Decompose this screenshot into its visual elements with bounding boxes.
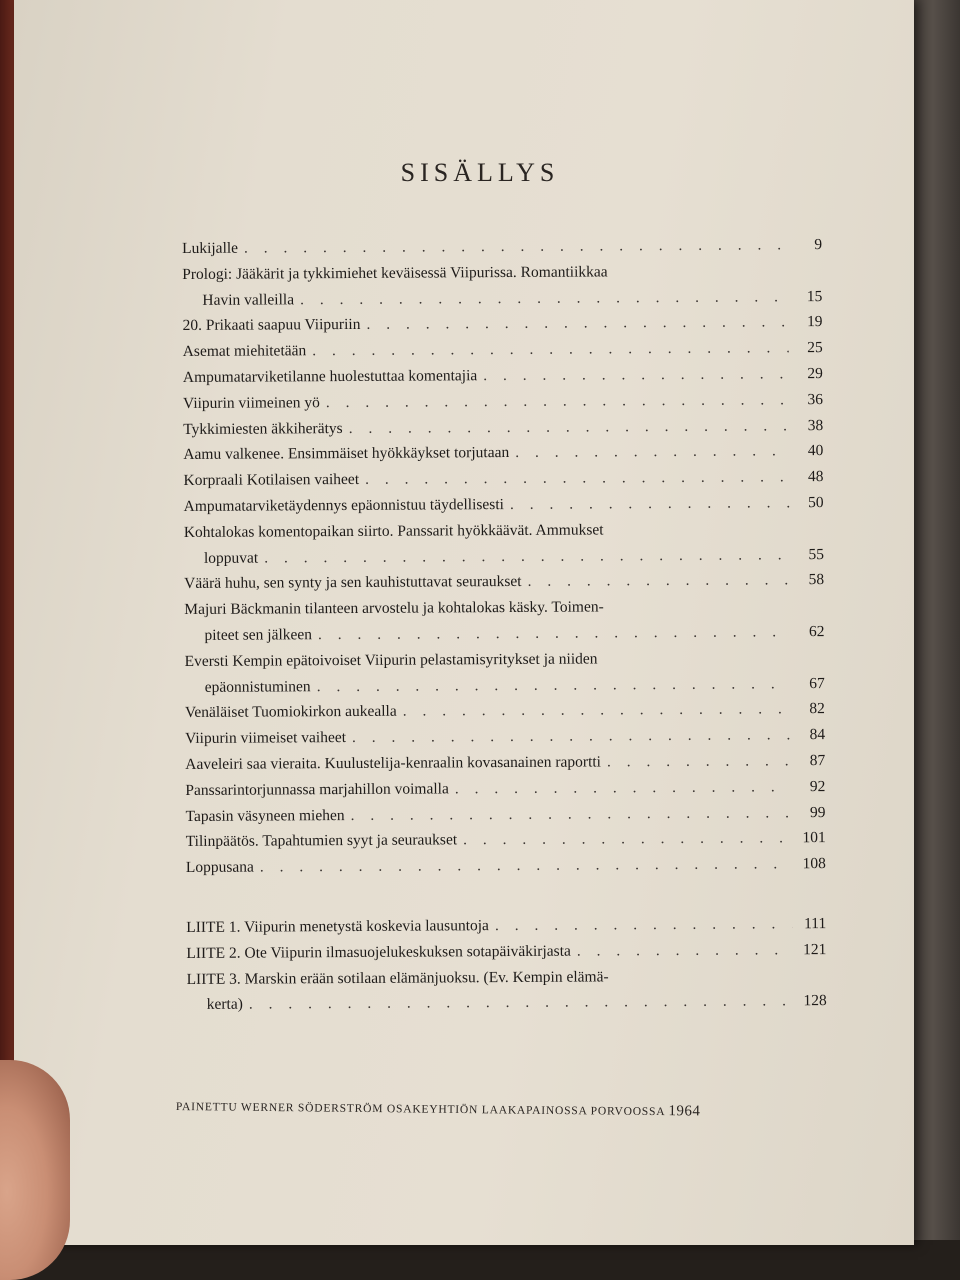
dot-leader <box>607 748 791 775</box>
appendix-entry <box>186 963 826 1019</box>
toc-entry <box>185 645 825 701</box>
dot-leader <box>249 989 793 1018</box>
dot-leader <box>317 671 791 700</box>
entry-title: Asemat miehitetään <box>182 342 307 361</box>
dot-leader <box>403 697 791 725</box>
dot-leader <box>510 490 790 518</box>
toc-line <box>182 232 822 262</box>
page-number: 121 <box>803 940 827 958</box>
appendix-entry <box>186 937 826 967</box>
toc-line <box>185 748 825 778</box>
dot-leader <box>483 361 789 389</box>
toc-entry <box>185 722 825 752</box>
page-number: 62 <box>808 623 825 641</box>
appendix-entry <box>186 911 826 941</box>
page-number: 108 <box>802 855 826 873</box>
toc-line <box>184 542 824 572</box>
page-number: 84 <box>809 726 826 744</box>
dot-leader <box>455 774 792 802</box>
toc-entry <box>182 232 822 262</box>
page-number: 25 <box>807 339 823 357</box>
colophon-text: PAINETTU WERNER SÖDERSTRÖM OSAKEYHTIÖN LAAKAPAINOSSA PORVOOSSA <box>175 1100 665 1119</box>
dot-leader <box>495 911 792 939</box>
dot-leader <box>463 826 792 854</box>
toc-line <box>185 800 825 830</box>
entry-title: Kohtalokas komentopaikan siirto. Panssarit hyökkäävät. Ammukset <box>183 521 604 541</box>
toc-line <box>184 490 824 520</box>
entry-title: Majuri Bäckmanin tilanteen arvostelu ja kohtalokas käsky. Toimen- <box>184 598 604 619</box>
toc-line <box>186 963 826 993</box>
toc-line <box>184 593 824 623</box>
toc-line <box>182 309 822 339</box>
toc-entry <box>184 516 824 572</box>
page-number: 99 <box>809 803 826 821</box>
entry-title: Tilinpäätös. Tapahtumien syyt ja seuraukset <box>185 831 458 851</box>
entry-title: LIITE 3. Marskin erään sotilaan elämänjuoksu. (Ev. Kempin elämä- <box>186 967 609 988</box>
toc-entry <box>185 748 825 778</box>
entry-title: kerta) <box>206 995 243 1014</box>
toc-entry <box>183 413 823 443</box>
entry-title: Lukijalle <box>182 239 239 257</box>
toc-entry <box>185 774 825 804</box>
entry-title: Viipurin viimeiset vaiheet <box>185 729 347 748</box>
dot-leader <box>244 232 788 261</box>
page-number: 92 <box>809 777 826 795</box>
toc-entry <box>184 593 824 649</box>
toc-entry <box>186 825 826 855</box>
entry-title: piteet sen jälkeen <box>204 626 313 644</box>
toc-line <box>184 619 824 649</box>
page-number: 38 <box>807 416 824 434</box>
page-number: 50 <box>808 494 824 512</box>
entry-title: Panssarintorjunnassa marjahillon voimalla <box>185 780 449 799</box>
dot-leader <box>577 937 793 964</box>
entry-title: Aaveleiri saa vieraita. Kuulustelija-kenraalin kovasanainen raportti <box>185 753 602 773</box>
toc-entry <box>183 335 823 365</box>
toc-line <box>186 851 826 881</box>
toc-entry <box>183 361 823 391</box>
entry-title: Eversti Kempin epätoivoiset Viipurin pelastamisyritykset ja niiden <box>184 650 598 670</box>
toc-line <box>183 335 823 365</box>
toc-entry <box>182 309 822 339</box>
page-number: 48 <box>807 468 824 486</box>
page-number: 55 <box>808 545 825 563</box>
toc-line <box>183 413 823 443</box>
entry-title: Tykkimiesten äkkiherätys <box>183 419 343 438</box>
toc-line <box>186 825 826 855</box>
dot-leader <box>349 413 790 441</box>
toc-entry <box>183 464 823 494</box>
entry-title: Havin valleilla <box>202 290 295 309</box>
entry-title: loppuvat <box>203 549 259 567</box>
dot-leader <box>515 439 789 466</box>
entry-title: LIITE 1. Viipurin menetystä koskevia lausuntoja <box>186 917 489 936</box>
toc-line <box>183 387 823 417</box>
entry-title: Viipurin viimeinen yö <box>182 393 320 412</box>
dot-leader <box>365 464 790 492</box>
toc-entry <box>185 696 825 726</box>
dot-leader <box>300 284 788 313</box>
toc-gap <box>186 877 826 915</box>
toc-entry <box>184 490 824 520</box>
book-cover-bottom <box>0 1240 960 1280</box>
dot-leader <box>528 568 791 595</box>
entry-title: Ampumatarviketilanne huolestuttaa komentajia <box>182 367 478 386</box>
toc-entry <box>182 258 822 314</box>
page-number: 19 <box>806 313 823 331</box>
entry-title: Korpraali Kotilaisen vaiheet <box>183 471 360 490</box>
entry-title: Väärä huhu, sen synty ja sen kauhistuttavat seuraukset <box>184 573 522 593</box>
toc-line <box>183 438 823 468</box>
page-number: 111 <box>804 914 827 933</box>
toc-entry <box>183 438 823 468</box>
toc-entry <box>185 800 825 830</box>
toc-line <box>182 284 822 314</box>
page-number: 29 <box>807 365 823 383</box>
table-of-contents <box>182 232 827 1018</box>
entry-title: epäonnistuminen <box>204 677 311 696</box>
toc-line <box>183 464 823 494</box>
toc-line <box>186 911 826 941</box>
page-number: 87 <box>809 752 826 770</box>
page-number: 40 <box>807 442 824 460</box>
dot-leader <box>366 310 788 338</box>
toc-line <box>186 937 826 967</box>
dot-leader <box>312 335 789 364</box>
toc-line <box>182 258 822 288</box>
entry-title: Loppusana <box>185 858 254 877</box>
toc-line <box>185 774 825 804</box>
toc-line <box>185 696 825 726</box>
dot-leader <box>260 851 792 880</box>
page-number: 67 <box>809 674 825 692</box>
page-number: 82 <box>809 700 825 718</box>
entry-title: Aamu valkenee. Ensimmäiset hyökkäykset torjutaan <box>183 444 510 464</box>
page-number: 15 <box>806 287 823 305</box>
page-number: 9 <box>814 236 823 254</box>
toc-entry <box>186 851 826 881</box>
dot-leader <box>264 542 790 571</box>
page-number: 128 <box>803 992 827 1010</box>
colophon-year: 1964 <box>668 1103 701 1120</box>
toc-line <box>184 516 824 546</box>
entry-title: LIITE 2. Ote Viipurin ilmasuojelukeskuksen sotapäiväkirjasta <box>186 942 571 962</box>
toc-line <box>184 567 824 597</box>
toc-line <box>187 988 827 1018</box>
entry-title: Ampumatarviketäydennys epäonnistuu täydellisesti <box>183 496 504 515</box>
page-number: 36 <box>807 390 824 408</box>
entry-title: Tapasin väsyneen miehen <box>185 806 345 825</box>
toc-chapters <box>182 232 826 881</box>
toc-entry <box>184 567 824 597</box>
page-number: 58 <box>808 571 825 589</box>
toc-entry <box>183 387 823 417</box>
dot-leader <box>326 387 789 416</box>
entry-title: 20. Prikaati saapuu Viipuriin <box>182 316 361 335</box>
toc-appendices <box>186 911 827 1018</box>
dot-leader <box>352 722 791 750</box>
entry-title: Prologi: Jääkärit ja tykkimiehet keväisessä Viipurissa. Romantiikkaa <box>182 263 608 283</box>
dot-leader <box>318 619 791 648</box>
page-number: 101 <box>802 829 826 847</box>
thumb <box>0 1060 70 1280</box>
dot-leader <box>350 800 791 828</box>
toc-line <box>185 722 825 752</box>
toc-line <box>183 361 823 391</box>
entry-title: Venäläiset Tuomiokirkon aukealla <box>184 703 397 722</box>
page-title: SISÄLLYS <box>400 158 560 187</box>
toc-line <box>185 645 825 675</box>
toc-line <box>185 671 825 701</box>
